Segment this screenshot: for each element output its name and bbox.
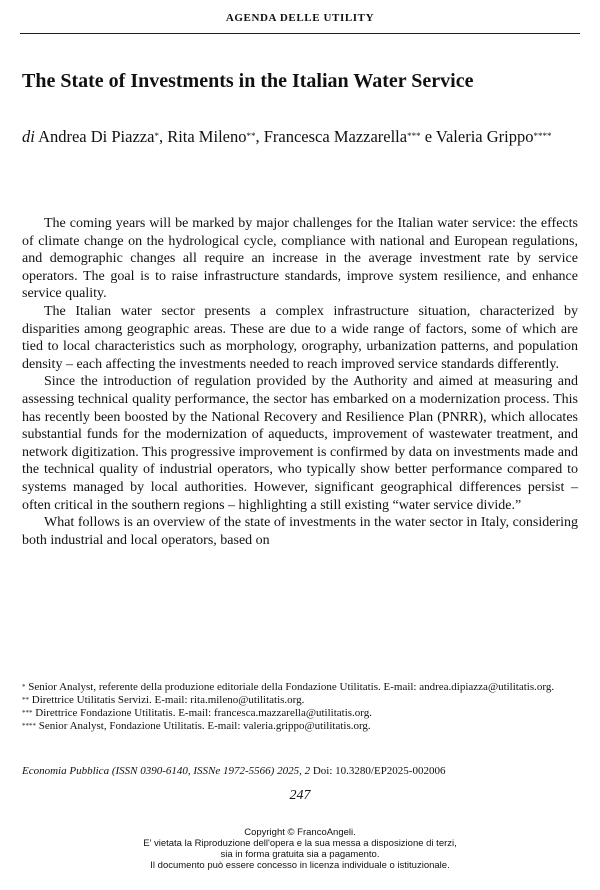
footnote-text: Direttrice Utilitatis Servizi. E-mail: rita.mileno@utilitatis.org. (31, 694, 305, 706)
author-separator: e (420, 127, 436, 146)
author-footnote-mark: **** (533, 131, 552, 141)
footnote-text: Senior Analyst, referente della produzione editoriale della Fondazione Utilitatis. E-mail: andrea.dipiazza@utilitatis.org. (28, 681, 555, 693)
journal-reference: Economia Pubblica (ISSN 0390-6140, ISSNe 1972-5566) 2025, 2 (22, 765, 311, 777)
body-paragraph: The coming years will be marked by major challenges for the Italian water service: the effects of climate change on the hydrological cycle, compliance with national and European regulations, and demographic changes all require an increase in the average investment rate by service operators. The goal is to raise infrastructure standards, improve system resilience, and enhance service quality. (22, 216, 578, 302)
footnote (22, 707, 578, 720)
footnote-text: Direttrice Fondazione Utilitatis. E-mail: francesca.mazzarella@utilitatis.org. (35, 707, 372, 719)
copyright-line: sia in forma gratuita sia a pagamento. (220, 849, 380, 860)
footnote (22, 694, 578, 707)
body-paragraph: What follows is an overview of the state of investments in the water sector in Italy, considering both industrial and local operators, based on (22, 515, 578, 548)
footnote-mark: **** (22, 722, 36, 730)
author-line (22, 126, 582, 148)
author-name: Valeria Grippo (435, 127, 534, 146)
footnote-mark: * (22, 683, 26, 691)
article-body (22, 215, 578, 549)
copyright-line: Copyright © FrancoAngeli. (244, 827, 356, 838)
author-separator: , (158, 127, 168, 146)
author-name: Rita Mileno (167, 127, 247, 146)
copyright-notice (0, 827, 600, 871)
footnote-mark: *** (22, 709, 33, 717)
doi: Doi: 10.3280/EP2025-002006 (312, 765, 446, 777)
footnote (22, 720, 578, 733)
footnotes (22, 681, 578, 733)
author-name: Francesca Mazzarella (263, 127, 408, 146)
copyright-line: Il documento può essere concesso in licenza individuale o istituzionale. (150, 860, 450, 871)
paper-title: The State of Investments in the Italian Water Service (22, 70, 474, 92)
author-footnote-mark: * (154, 131, 159, 141)
authors-prefix: di (22, 127, 35, 146)
author-footnote-mark: *** (407, 131, 421, 141)
author-separator: , (255, 127, 264, 146)
copyright-line: E’ vietata la Riproduzione dell'opera e la sua messa a disposizione di terzi, (143, 838, 457, 849)
running-header: AGENDA DELLE UTILITY (225, 12, 375, 24)
author-name: Andrea Di Piazza (38, 127, 155, 146)
body-paragraph: The Italian water sector presents a complex infrastructure situation, characterized by disparities among geographic areas. These are due to a wide range of factors, some of which are tied to local characteristics such as morphology, orography, urbanization patterns, and population density – each affecting the investments needed to reach improved service standards differently. (22, 303, 578, 372)
footnote (22, 681, 578, 694)
footnote-text: Senior Analyst, Fondazione Utilitatis. E-mail: valeria.grippo@utilitatis.org. (38, 720, 371, 732)
footnote-mark: ** (22, 696, 29, 704)
page-number: 247 (289, 788, 311, 803)
header-rule (20, 33, 580, 34)
journal-citation (22, 765, 578, 777)
body-paragraph: Since the introduction of regulation provided by the Authority and aimed at measuring and assessing technical quality performance, the sector has embarked on a modernization process. This has recently been boosted by the National Recovery and Resilience Plan (PNRR), which allocates substantial funds for the modernization of aqueducts, improvement of wastewater treatment, and network digitization. This progressive improvement is confirmed by data on investments made and the technical quality of industrial operators, who typically show better performance compared to systems managed by local authorities. However, significant geographical differences persist – often critical in the southern regions – highlighting a still existing “water service divide.” (22, 374, 578, 513)
author-footnote-mark: ** (246, 131, 256, 141)
